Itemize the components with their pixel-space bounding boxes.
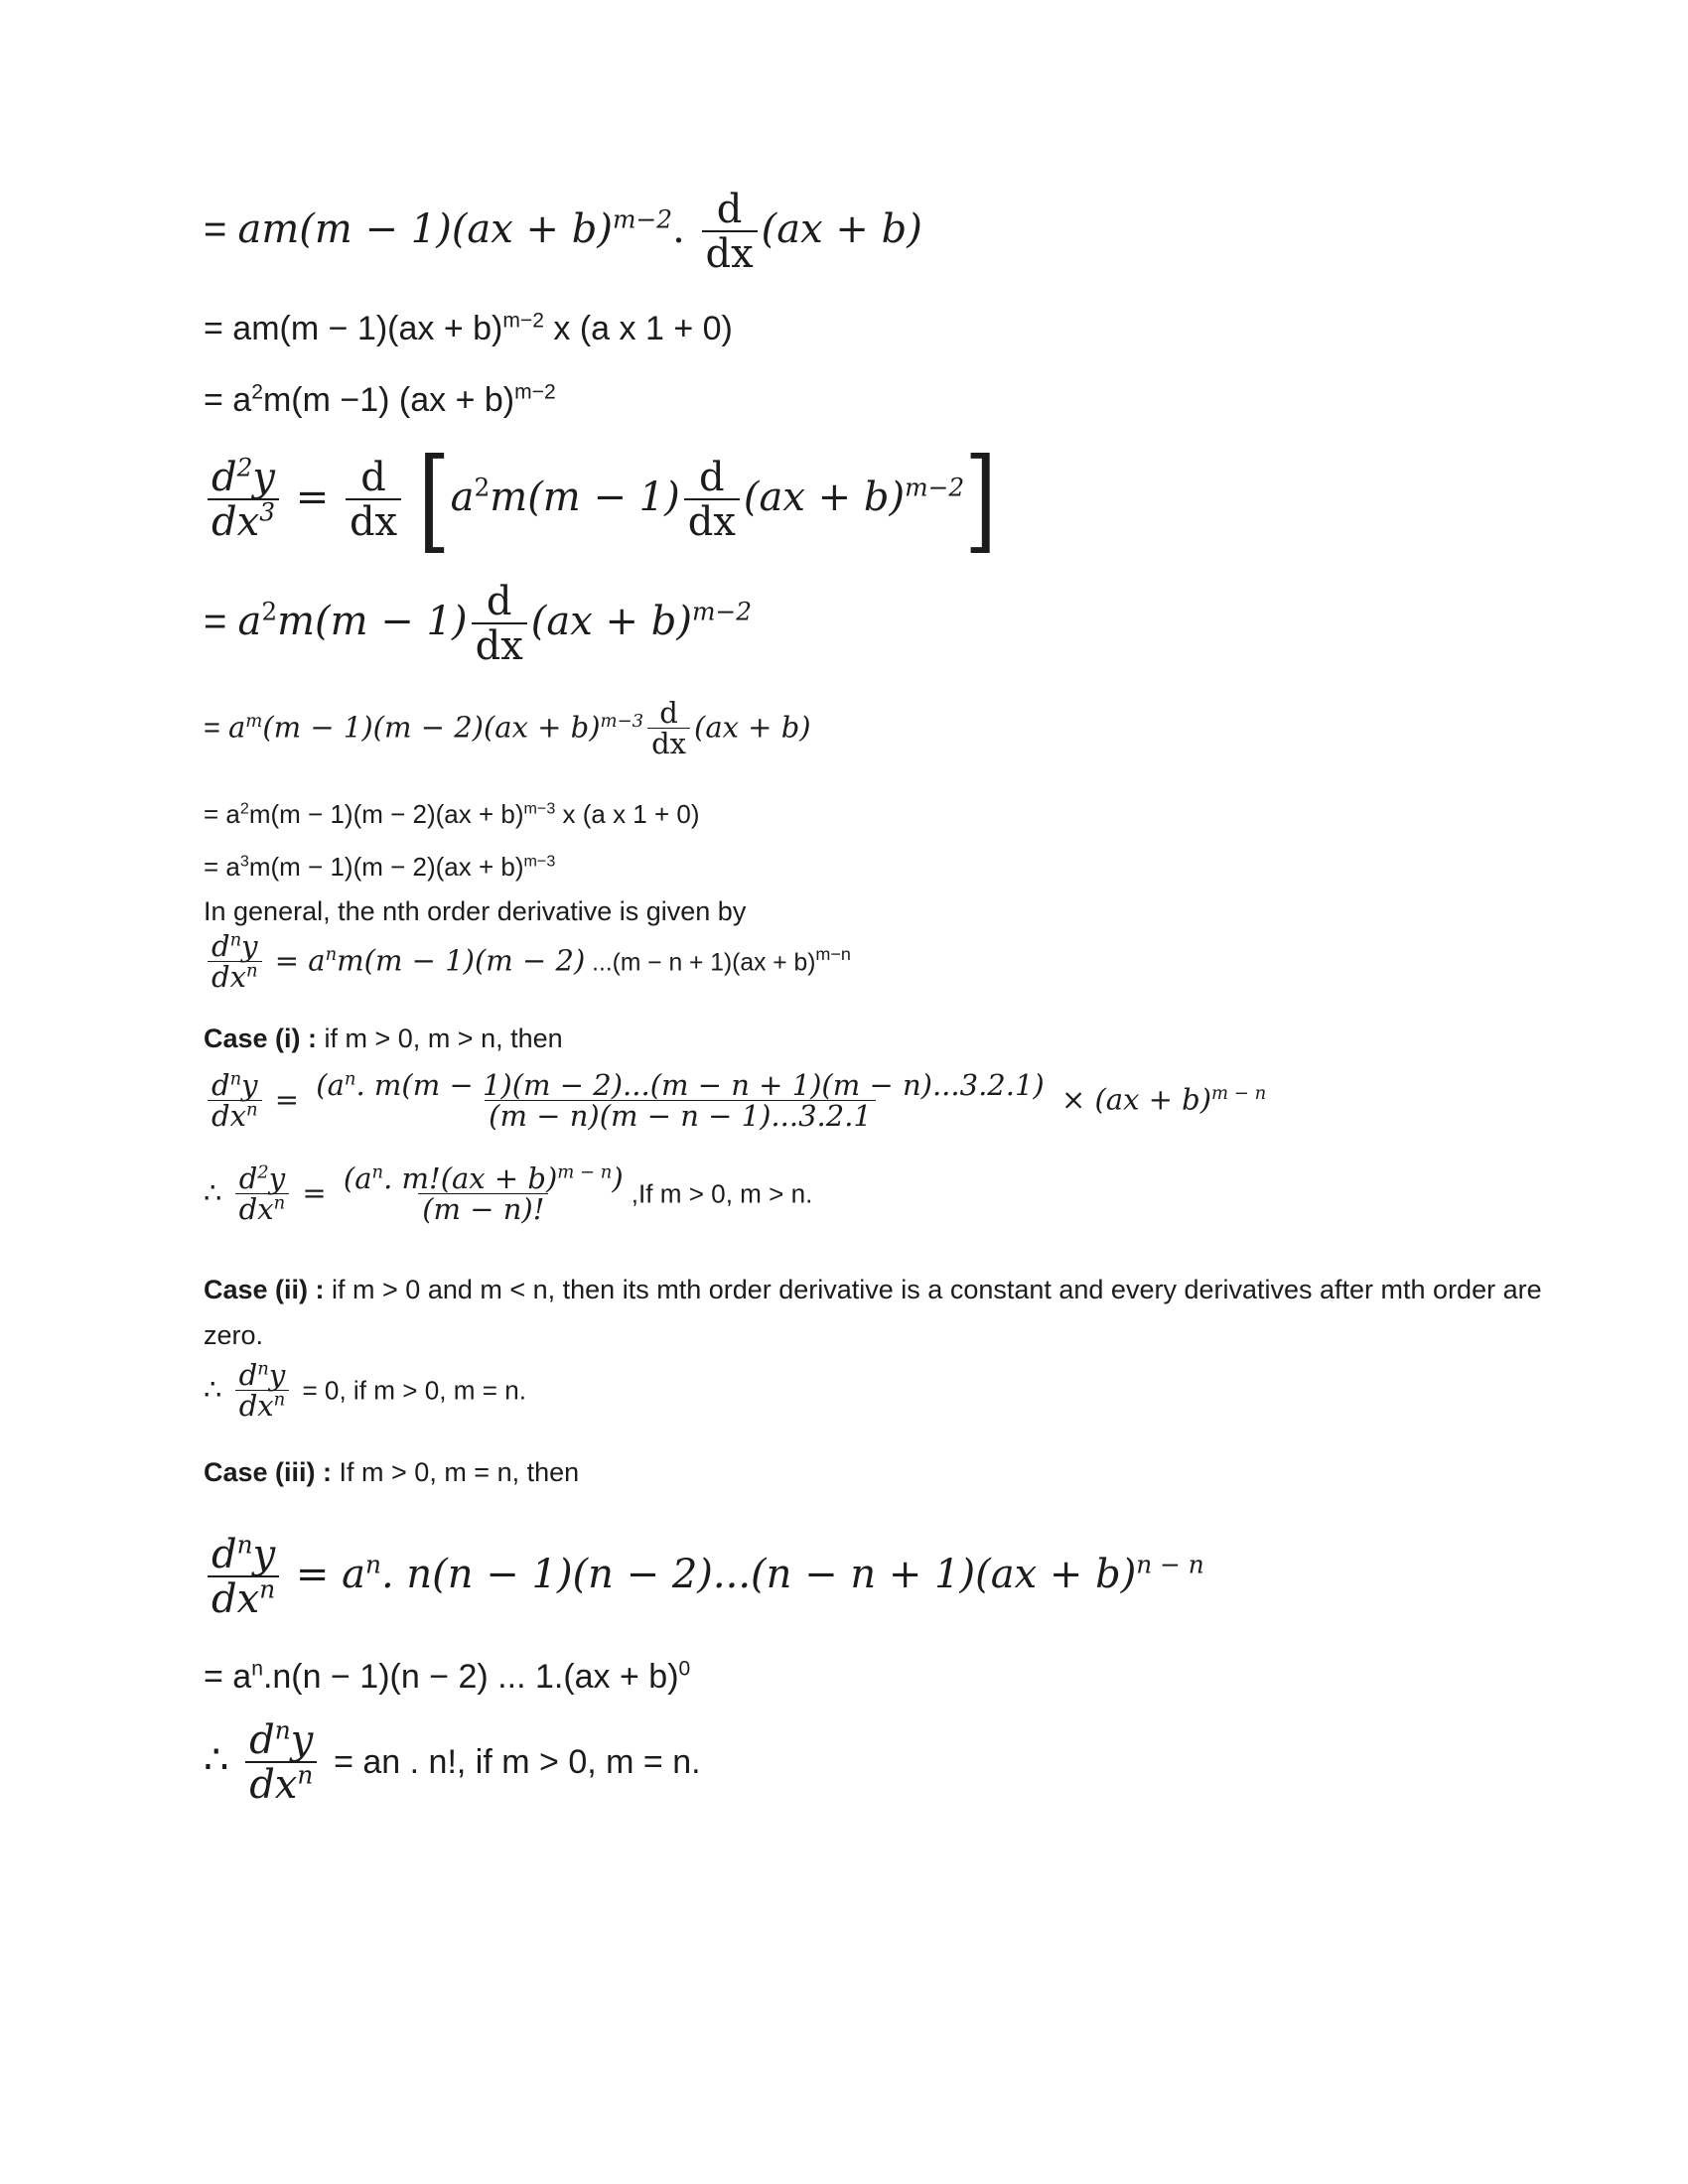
term: = a <box>204 381 252 419</box>
term: . m(m − 1)(m − 2)...(m − n + 1)(m − n)...3.2.1) <box>355 1068 1045 1102</box>
fraction <box>472 581 527 668</box>
therefore-symbol: ∴ <box>204 1175 222 1210</box>
exponent: n <box>257 1358 269 1380</box>
term: (m − 1)(m − 2)(ax + b) <box>262 710 601 745</box>
numerator <box>208 453 279 500</box>
denominator: (m − n)(m − n − 1)...3.2.1 <box>485 1100 876 1133</box>
symbol: dx <box>211 1576 260 1622</box>
equation-14 <box>204 1658 690 1697</box>
numerator: d <box>699 455 725 500</box>
case-2-continuation: zero. <box>204 1320 264 1350</box>
term: am <box>237 206 300 252</box>
equals-sign: = <box>204 712 228 745</box>
symbol: dx <box>249 1762 298 1808</box>
symbol: d <box>211 929 230 963</box>
equals-sign: = <box>302 1175 327 1210</box>
exponent: m − n <box>1211 1083 1267 1104</box>
equation-9 <box>204 931 851 994</box>
condition: = 0, if m > 0, m = n. <box>302 1375 526 1406</box>
case-1-heading <box>204 1024 563 1054</box>
equation-13 <box>204 1530 1204 1622</box>
term: . m!(ax + b) <box>383 1161 558 1195</box>
term: . n(n − 1)(n − 2)...(n − n + 1)(ax + b) <box>380 1552 1137 1597</box>
big-fraction <box>312 1070 1048 1133</box>
denominator: dx <box>647 728 690 760</box>
term: m(m − 1) <box>277 599 468 644</box>
numerator <box>208 1070 262 1100</box>
symbol: d <box>211 1068 230 1102</box>
symbol: d <box>211 1532 237 1577</box>
numerator <box>235 1360 290 1390</box>
symbol: y <box>241 1068 258 1102</box>
symbol: dx <box>238 1389 274 1424</box>
equation-15 <box>204 1715 701 1808</box>
term: = a <box>295 1552 365 1597</box>
numerator <box>245 1715 317 1763</box>
exponent: m−2 <box>514 380 556 404</box>
exponent: 0 <box>678 1657 691 1681</box>
term: = am(m − 1)(ax + b) <box>204 310 503 347</box>
equals-sign: = <box>204 600 238 643</box>
exponent: m−2 <box>691 597 753 626</box>
dot: . <box>672 206 685 252</box>
symbol: y <box>268 1358 286 1392</box>
exponent: n <box>274 1715 291 1745</box>
term: (a <box>343 1161 372 1195</box>
term: ...(m − n + 1)(ax + b) <box>585 949 816 977</box>
exponent: n <box>245 960 258 982</box>
exponent: 2 <box>257 1161 269 1183</box>
exponent: 3 <box>259 497 275 527</box>
denominator <box>208 498 279 544</box>
exponent: m−2 <box>612 205 673 234</box>
equation-5 <box>204 581 752 668</box>
numerator: d <box>659 696 678 730</box>
equation-8 <box>204 852 555 883</box>
exponent: 2 <box>474 473 491 502</box>
term: (ax + b) <box>743 475 906 520</box>
big-fraction <box>340 1163 628 1226</box>
fraction <box>647 698 690 760</box>
fraction <box>346 457 401 544</box>
equation-2 <box>204 310 733 348</box>
denominator <box>208 1100 262 1133</box>
term: × (ax + b) <box>1060 1082 1212 1117</box>
exponent: n <box>236 1530 253 1560</box>
exponent: n − n <box>1136 1550 1204 1579</box>
numerator <box>340 1163 628 1193</box>
term: m(m − 1) <box>490 475 680 520</box>
condition: ,If m > 0, m > n. <box>631 1178 813 1209</box>
denominator: dx <box>472 622 527 668</box>
symbol: a <box>450 475 475 520</box>
equals-sign: = <box>274 1082 300 1117</box>
term: m(m − 1)(m − 2)(ax + b) <box>248 799 524 829</box>
exponent: n <box>325 944 338 965</box>
equation-7 <box>204 799 700 830</box>
term: x (a x 1 + 0) <box>543 310 733 347</box>
exponent: n <box>251 1657 263 1681</box>
denominator: dx <box>702 230 758 276</box>
symbol: dx <box>211 499 260 545</box>
symbol: d <box>238 1161 258 1195</box>
exponent: m−3 <box>600 711 644 732</box>
exponent: 2 <box>239 799 249 818</box>
denominator <box>245 1761 317 1807</box>
exponent: m−2 <box>502 309 544 333</box>
exponent: m−n <box>815 944 851 964</box>
case-text: If m > 0, m = n, then <box>332 1457 580 1487</box>
exponent: n <box>273 1192 286 1214</box>
exponent: 3 <box>239 852 249 871</box>
numerator <box>312 1070 1048 1100</box>
equation-6 <box>204 698 811 760</box>
equation-11 <box>204 1163 812 1226</box>
denominator <box>208 961 262 994</box>
exponent: m−3 <box>523 852 556 871</box>
term: = a <box>274 943 326 978</box>
exponent: n <box>259 1574 276 1604</box>
equation-10 <box>204 1070 1266 1133</box>
equation-12 <box>204 1360 526 1423</box>
denominator: dx <box>684 498 740 544</box>
symbol: y <box>252 1532 276 1577</box>
exponent: 2 <box>261 597 278 626</box>
numerator <box>208 1530 279 1577</box>
exponent: 2 <box>251 380 263 404</box>
numerator: d <box>360 455 386 500</box>
term: (a <box>316 1068 345 1102</box>
term: (ax + b) <box>451 206 613 252</box>
denominator <box>208 1575 279 1621</box>
equals-sign: = <box>295 475 330 520</box>
close-bracket: ] <box>964 434 997 566</box>
exponent: m−2 <box>905 473 965 502</box>
lhs-fraction <box>245 1715 317 1808</box>
exponent: m − n <box>557 1161 613 1183</box>
term: (ax + b) <box>694 710 811 745</box>
term: = a <box>204 799 240 829</box>
case-text: if m > 0, m > n, then <box>317 1024 563 1053</box>
symbol: dx <box>211 960 246 995</box>
numerator <box>235 1163 289 1193</box>
symbol: y <box>268 1161 286 1195</box>
lhs-fraction <box>208 1530 279 1622</box>
symbol: d <box>211 455 237 500</box>
symbol: d <box>249 1717 275 1763</box>
term: ) <box>612 1161 624 1195</box>
therefore-symbol: ∴ <box>204 1372 222 1407</box>
therefore-symbol: ∴ <box>204 1737 229 1783</box>
fraction <box>684 457 740 544</box>
term: .n(n − 1)(n − 2) ... 1.(ax + b) <box>262 1658 679 1696</box>
condition: = an . n!, if m > 0, m = n. <box>334 1743 701 1781</box>
exponent: n <box>229 1068 242 1090</box>
denominator <box>235 1193 290 1226</box>
exponent: n <box>229 929 242 951</box>
general-text: In general, the nth order derivative is given by <box>204 896 747 926</box>
open-bracket: [ <box>417 434 451 566</box>
symbol: a <box>228 710 246 745</box>
term: m(m − 1)(m − 2)(ax + b) <box>248 852 524 882</box>
symbol: y <box>241 929 258 963</box>
exponent: 2 <box>236 453 253 482</box>
lhs-fraction <box>235 1360 290 1423</box>
lhs-fraction <box>208 453 279 545</box>
exponent: n <box>245 1099 258 1121</box>
lhs-fraction <box>235 1163 290 1226</box>
symbol: dx <box>238 1192 274 1227</box>
case-3-heading <box>204 1457 579 1488</box>
symbol: dx <box>211 1099 246 1134</box>
lhs-fraction <box>208 1070 262 1133</box>
exponent: n <box>344 1068 356 1090</box>
exponent: n <box>273 1389 286 1411</box>
term: (ax + b) <box>761 206 922 252</box>
case-text: if m > 0 and m < n, then its mth order derivative is a constant and every derivatives after mth order are <box>324 1275 1542 1304</box>
equals-sign: = <box>204 207 238 251</box>
term: x (a x 1 + 0) <box>555 799 700 829</box>
term: m(m − 1)(m − 2) <box>337 943 586 978</box>
term: = a <box>204 1658 252 1696</box>
case-label: Case (i) : <box>204 1024 318 1053</box>
exponent: n <box>365 1550 381 1579</box>
symbol: a <box>237 599 262 644</box>
equation-4 <box>204 434 997 566</box>
denominator: (m − n)! <box>418 1193 548 1226</box>
denominator <box>235 1390 290 1423</box>
symbol: y <box>290 1717 314 1763</box>
symbol: d <box>238 1358 258 1392</box>
case-label: Case (ii) : <box>204 1275 325 1304</box>
equation-3 <box>204 381 556 420</box>
term: = a <box>204 852 240 882</box>
numerator <box>208 931 262 961</box>
exponent: m−3 <box>523 799 556 818</box>
case-2-heading <box>204 1275 1542 1305</box>
exponent: m <box>245 711 263 732</box>
equation-1 <box>204 189 922 276</box>
term: (m − 1) <box>299 206 452 252</box>
symbol: y <box>252 455 275 500</box>
numerator: d <box>716 187 743 232</box>
case-label: Case (iii) : <box>204 1457 333 1487</box>
term: (ax + b) <box>530 599 692 644</box>
exponent: n <box>297 1760 314 1790</box>
exponent: n <box>371 1161 384 1183</box>
term: m(m −1) (ax + b) <box>262 381 515 419</box>
fraction <box>702 189 758 276</box>
lhs-fraction <box>208 931 262 994</box>
denominator: dx <box>346 498 401 544</box>
numerator: d <box>486 579 512 624</box>
